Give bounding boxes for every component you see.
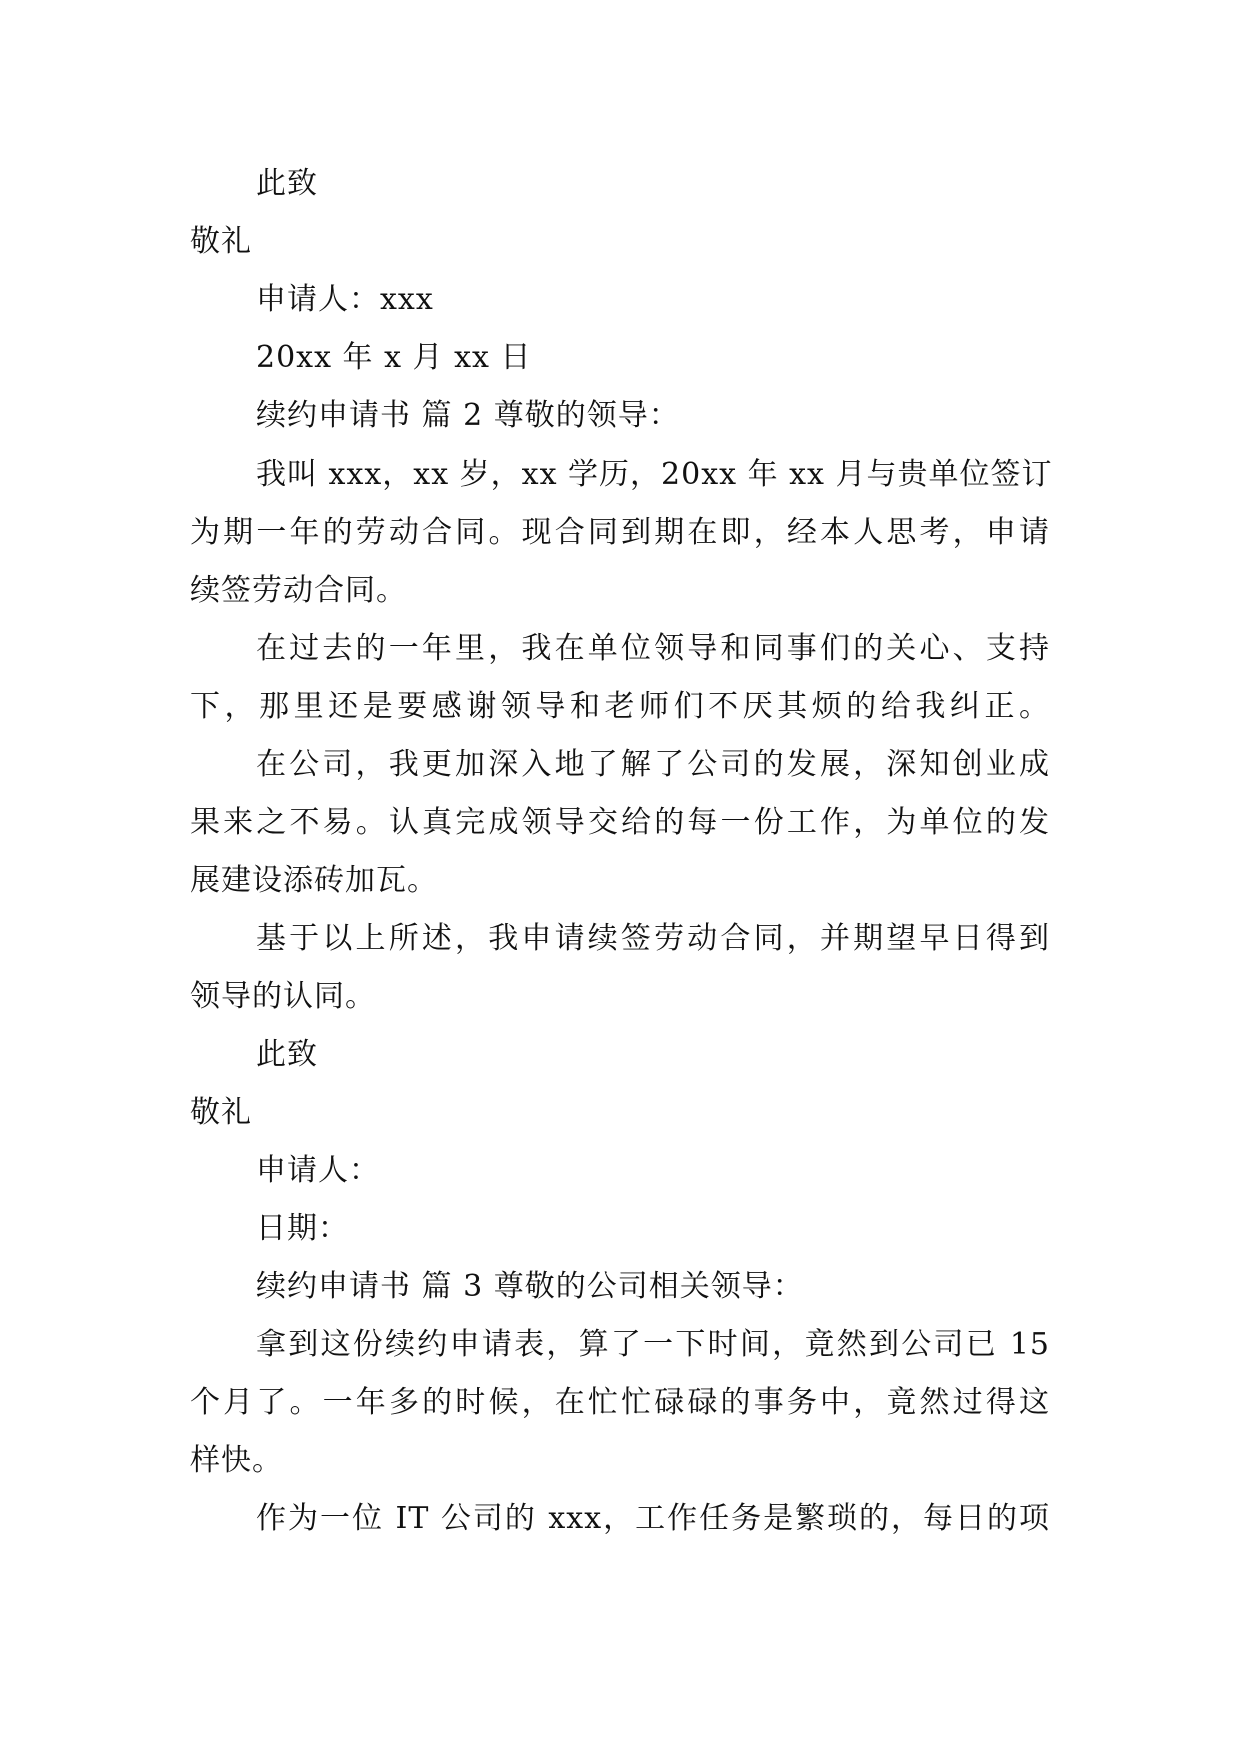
closing-text: 此致 xyxy=(256,1037,318,1072)
paragraph-line: 在过去的一年里，我在单位领导和同事们的关心、支持 xyxy=(256,631,1050,666)
paragraph-line: 在公司，我更加深入地了解了公司的发展，深知创业成 xyxy=(256,747,1050,782)
paragraph-line: 领导的认同。 xyxy=(190,979,376,1014)
paragraph-line: 个月了。一年多的时候，在忙忙碌碌的事务中，竟然过得这 xyxy=(190,1385,1050,1420)
paragraph-line: 样快。 xyxy=(190,1443,283,1478)
paragraph-line: 为期一年的劳动合同。现合同到期在即，经本人思考，申请 xyxy=(190,515,1050,550)
paragraph-line: 我叫 xxx，xx 岁，xx 学历，20xx 年 xx 月与贵单位签订 xyxy=(256,457,1053,492)
paragraph-line: 基于以上所述，我申请续签劳动合同，并期望早日得到 xyxy=(256,921,1050,956)
date-line: 日期： xyxy=(256,1211,349,1246)
section-heading: 续约申请书 篇 2 尊敬的领导： xyxy=(256,398,680,433)
paragraph-line: 展建设添砖加瓦。 xyxy=(190,863,438,898)
paragraph-line: 下，那里还是要感谢领导和老师们不厌其烦的给我纠正。 xyxy=(190,689,1050,724)
paragraph-line: 续签劳动合同。 xyxy=(190,573,407,608)
section-heading: 续约申请书 篇 3 尊敬的公司相关领导： xyxy=(256,1269,804,1304)
salutation-text: 敬礼 xyxy=(190,224,252,259)
date-line: 20xx 年 x 月 xx 日 xyxy=(256,340,532,375)
paragraph-line: 果来之不易。认真完成领导交给的每一份工作，为单位的发 xyxy=(190,805,1050,840)
applicant-line: 申请人：xxx xyxy=(256,282,434,317)
paragraph-line: 作为一位 IT 公司的 xxx，工作任务是繁琐的，每日的项 xyxy=(256,1501,1050,1536)
applicant-line: 申请人： xyxy=(256,1153,380,1188)
paragraph-line: 拿到这份续约申请表，算了一下时间，竟然到公司已 15 xyxy=(256,1327,1050,1362)
salutation-text: 敬礼 xyxy=(190,1095,252,1130)
closing-text: 此致 xyxy=(256,166,318,201)
